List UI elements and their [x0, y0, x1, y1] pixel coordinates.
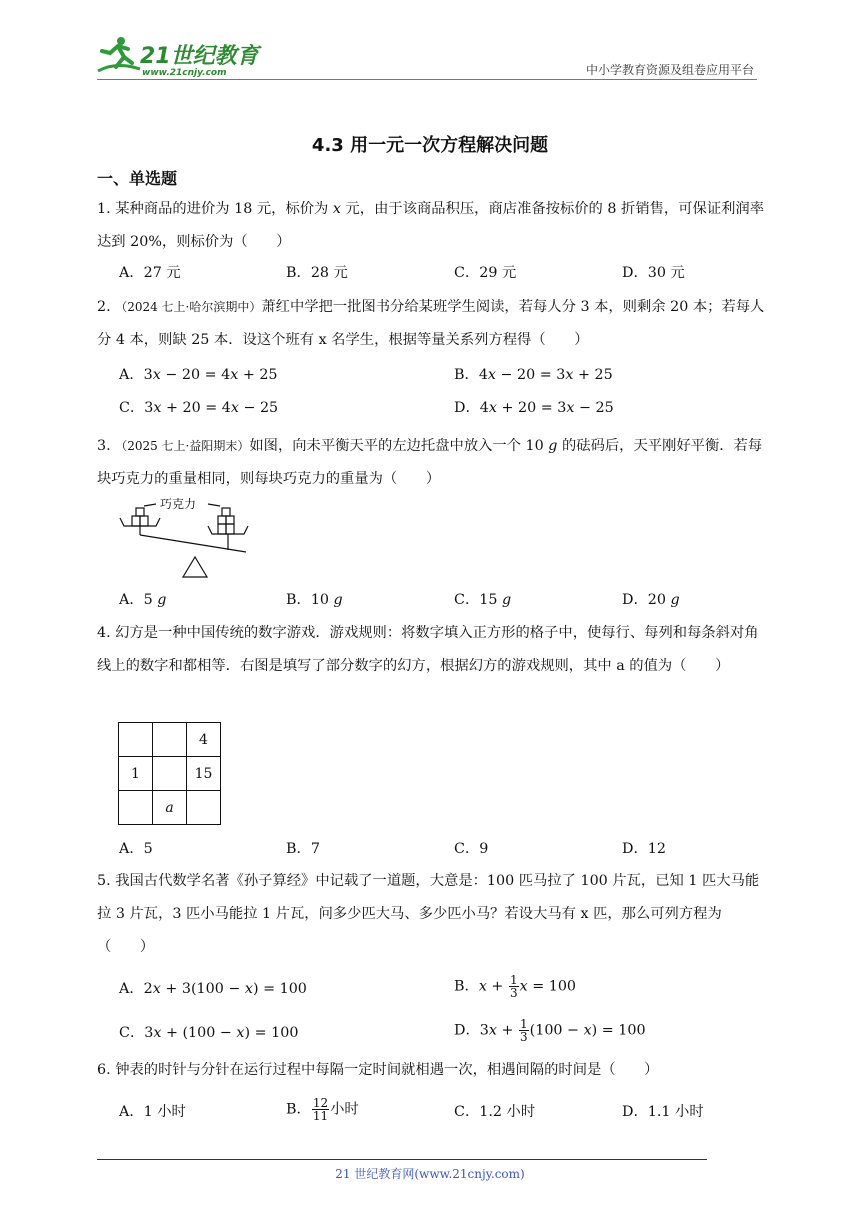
fraction: $\frac{1}{3}$: [509, 973, 518, 1000]
grid-cell: 15: [187, 757, 221, 791]
grid-cell: [119, 791, 153, 825]
question-number: 3.: [97, 438, 111, 454]
option-c[interactable]: C．1.2 小时: [454, 1104, 536, 1120]
option-c[interactable]: C．3𝑥 + (100 − 𝑥) = 100: [119, 1025, 299, 1041]
chocolate-block: [218, 524, 226, 534]
site-logo: [96, 33, 266, 77]
unit-g: g: [548, 438, 558, 454]
option-d[interactable]: D．3𝑥 + $\frac{1}{3}$ (100 − 𝑥) = 100: [454, 1017, 646, 1044]
grid-cell: [153, 723, 187, 757]
footer-link[interactable]: 21 世纪教育网(www.21cnjy.com): [335, 1167, 525, 1181]
option-b[interactable]: B．𝑥 + $\frac{1}{3}$ 𝑥 = 100: [454, 973, 577, 1000]
option-a[interactable]: A．5 𝑔: [119, 592, 167, 608]
grid-cell: 4: [187, 723, 221, 757]
option-d[interactable]: D．4𝑥 + 20 = 3𝑥 − 25: [454, 400, 614, 416]
question-text: 我国古代数学名著《孙子算经》中记载了一道题，大意是：100 匹马拉了 100 片瓦，已知 1 匹大马能拉 3 片瓦，3 匹小马能拉 1 片瓦，问多少匹大马、多少匹小马？若设大马有 x 匹，那么可列方程为（ ）: [97, 873, 760, 955]
figure-label: 巧克力: [160, 497, 197, 511]
option-d[interactable]: D．30 元: [622, 265, 685, 281]
section-heading: 一、单选题: [97, 169, 178, 188]
question-2: [97, 291, 765, 357]
variable-x: x: [332, 201, 341, 217]
question-text: 钟表的时针与分针在运行过程中每隔一定时间就相遇一次，相遇间隔的时间是（ ）: [115, 1062, 659, 1078]
arrow-left-icon: [144, 504, 156, 506]
question-number: 2.: [97, 299, 111, 315]
arrow-right-icon: [208, 504, 220, 506]
option-c[interactable]: C．3𝑥 + 20 = 4𝑥 − 25: [119, 400, 279, 416]
option-c[interactable]: C．29 元: [454, 265, 517, 281]
option-d[interactable]: D．12: [622, 841, 666, 857]
option-c[interactable]: C．15 𝑔: [454, 592, 512, 608]
grid-cell: [187, 791, 221, 825]
header-divider: [97, 79, 757, 80]
option-a[interactable]: A．2𝑥 + 3(100 − 𝑥) = 100: [119, 981, 307, 997]
grid-cell: a: [153, 791, 187, 825]
running-figure-icon: [98, 37, 140, 71]
question-source: （2024 七上·哈尔滨期中）: [115, 300, 262, 314]
site-tagline: 中小学教育资源及组卷应用平台: [585, 63, 754, 77]
option-b[interactable]: B．4𝑥 − 20 = 3𝑥 + 25: [454, 367, 613, 383]
page-title: 4.3 用一元一次方程解决问题: [311, 135, 549, 156]
question-number: 6.: [97, 1062, 111, 1078]
question-number: 1.: [97, 201, 111, 217]
chocolate-block: [136, 508, 144, 516]
svg-text:www.21cnjy.com: www.21cnjy.com: [142, 68, 227, 77]
question-source: （2025 七上·益阳期末）: [115, 439, 250, 453]
option-d[interactable]: D．1.1 小时: [622, 1104, 704, 1120]
grid-cell: [153, 757, 187, 791]
option-c[interactable]: C．9: [454, 841, 489, 857]
chocolate-block: [226, 524, 234, 534]
question-3: 3. （2025 七上·益阳期末）如图，向未平衡天平的左边托盘中放入一个 10 g 的砝码后，天平刚好平衡．若每块巧克力的重量相同，则每块巧克力的重量为（ ）: [97, 438, 763, 487]
option-a[interactable]: A．27 元: [119, 265, 181, 281]
svg-text:21世纪教育: 21世纪教育: [140, 44, 259, 69]
chocolate-block: [226, 516, 234, 524]
option-a[interactable]: A．1 小时: [119, 1104, 186, 1120]
magic-square-grid: [118, 722, 221, 825]
option-b[interactable]: B．28 元: [286, 265, 348, 281]
option-b[interactable]: B．10 𝑔: [286, 592, 343, 608]
option-b[interactable]: B． $\frac{12}{11}$ 小时: [286, 1096, 359, 1123]
question-number: 4.: [97, 625, 111, 641]
chocolate-block: [222, 508, 230, 516]
question-6: [97, 1054, 765, 1087]
option-b[interactable]: B．7: [286, 841, 320, 857]
option-a[interactable]: A．3𝑥 − 20 = 4𝑥 + 25: [119, 367, 278, 383]
fraction: $\frac{1}{3}$: [520, 1017, 528, 1044]
grid-cell: [119, 723, 153, 757]
question-text-part: 某种商品的进价为 18 元，标价为: [115, 201, 333, 217]
question-text: 幻方是一种中国传统的数字游戏．游戏规则：将数字填入正方形的格子中，使每行、每列和每条斜对角线上的数字和都相等．右图是填写了部分数字的幻方，根据幻方的游戏规则，其中 a 的值为（ ）: [97, 625, 759, 674]
option-a[interactable]: A．5: [119, 841, 153, 857]
question-number: 5.: [97, 873, 111, 889]
chocolate-block: [218, 516, 226, 524]
grid-cell: 1: [119, 757, 153, 791]
fraction: $\frac{12}{11}$: [312, 1096, 329, 1123]
question-1: [97, 193, 765, 259]
chocolate-block: [140, 516, 148, 526]
balance-scale-figure: [118, 494, 268, 578]
question-text-part: 元，由于该商品积压，商店准备按标价的 8 折销售，可保证利润率达到 20%，则标价为（ ）: [97, 201, 765, 250]
option-d[interactable]: D．20 𝑔: [622, 592, 680, 608]
footer-divider: [97, 1159, 707, 1160]
chocolate-block: [132, 516, 140, 526]
fulcrum-icon: [183, 557, 207, 577]
question-text: 萧红中学把一批图书分给某班学生阅读，若每人分 3 本，则剩余 20 本；若每人分 4 本，则缺 25 本．设这个班有 x 名学生，根据等量关系列方程得（ ）: [97, 299, 765, 348]
question-4: [97, 617, 765, 683]
question-5: [97, 865, 765, 964]
